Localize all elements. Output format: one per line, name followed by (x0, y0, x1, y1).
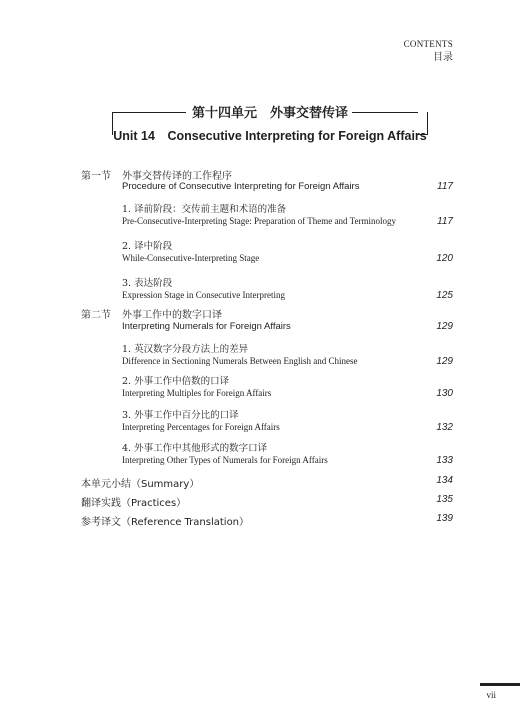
toc-extra-title: 本单元小结（Summary） (81, 479, 200, 490)
folio-page-number: vii (486, 690, 496, 700)
unit-title-block (112, 99, 428, 147)
section-title-en: Procedure of Consecutive Interpreting for Foreign Affairs (122, 181, 360, 192)
toc-item-2-3-en[interactable] (81, 422, 453, 440)
item-title-en: Interpreting Other Types of Numerals for Foreign Affairs (122, 455, 328, 465)
item-title-zh: 3. 表达阶段 (122, 278, 173, 289)
unit-title-en: Unit 14 Consecutive Interpreting for Foreign Affairs (113, 129, 427, 143)
toc-item-2-1-zh[interactable] (81, 341, 453, 356)
item-title-en: While-Consecutive-Interpreting Stage (122, 253, 260, 263)
toc-item-1-3-zh[interactable] (81, 275, 453, 290)
item-title-zh: 1. 英汉数字分段方法上的差异 (122, 344, 249, 355)
running-header (404, 38, 453, 64)
toc-item-2-2-zh[interactable] (81, 373, 453, 388)
toc-item-2-4-en[interactable] (81, 455, 453, 475)
item-title-en: Expression Stage in Consecutive Interpreting (122, 290, 285, 300)
page-number: 133 (436, 455, 453, 466)
toc-extra-title: 参考译文（Reference Translation） (81, 517, 250, 528)
page-number: 139 (436, 513, 453, 524)
toc-item-1-1-zh[interactable] (81, 201, 453, 216)
toc-extra-title: 翻译实践（Practices） (81, 498, 187, 509)
page-number: 130 (436, 388, 453, 399)
toc-summary[interactable] (81, 475, 453, 494)
toc-item-1-2-en[interactable] (81, 253, 453, 275)
toc-item-2-3-zh[interactable] (81, 407, 453, 422)
page-number: 134 (436, 475, 453, 486)
page-number: 125 (436, 290, 453, 301)
toc-section-1-heading[interactable] (81, 167, 453, 181)
table-of-contents (81, 167, 453, 529)
toc-section-1-title-en[interactable] (81, 181, 453, 201)
page-number: 120 (436, 253, 453, 264)
item-title-zh: 3. 外事工作中百分比的口译 (122, 410, 239, 421)
section-title-zh: 外事工作中的数字口译 (122, 310, 222, 321)
unit-title-zh: 第十四单元 外事交替传译 (191, 106, 348, 121)
toc-item-2-2-en[interactable] (81, 388, 453, 407)
item-title-en: Interpreting Multiples for Foreign Affairs (122, 388, 272, 398)
toc-item-1-1-en[interactable] (81, 216, 453, 238)
section-title-en: Interpreting Numerals for Foreign Affairs (122, 321, 291, 332)
toc-item-2-4-zh[interactable] (81, 440, 453, 455)
item-title-en: Pre-Consecutive-Interpreting Stage: Preparation of Theme and Terminology (122, 216, 396, 226)
page-number: 129 (436, 321, 453, 332)
header-contents-zh: 目录 (433, 52, 453, 63)
page-number: 132 (436, 422, 453, 433)
toc-item-1-2-zh[interactable] (81, 238, 453, 253)
page-number: 129 (436, 356, 453, 367)
page-number: 117 (437, 216, 453, 227)
item-title-en: Difference in Sectioning Numerals Between English and Chinese (122, 356, 358, 366)
item-title-zh: 1. 译前阶段：交传前主题和术语的准备 (122, 204, 287, 215)
toc-item-1-3-en[interactable] (81, 290, 453, 306)
page-number: 117 (437, 181, 453, 192)
item-title-zh: 2. 外事工作中倍数的口译 (122, 376, 230, 387)
header-contents-en: CONTENTS (403, 39, 453, 49)
toc-section-2-title-en[interactable] (81, 321, 453, 341)
toc-item-2-1-en[interactable] (81, 356, 453, 373)
toc-reference-translation[interactable] (81, 513, 453, 529)
section-label: 第二节 (81, 310, 111, 321)
section-label: 第一节 (81, 171, 111, 182)
item-title-en: Interpreting Percentages for Foreign Affairs (122, 422, 280, 432)
toc-practices[interactable] (81, 494, 453, 513)
item-title-zh: 2. 译中阶段 (122, 241, 173, 252)
toc-section-2-heading[interactable] (81, 306, 453, 321)
item-title-zh: 4. 外事工作中其他形式的数字口译 (122, 443, 268, 454)
section-title-zh: 外事交替传译的工作程序 (122, 171, 232, 182)
footer-rule (480, 683, 520, 686)
page-number: 135 (436, 494, 453, 505)
